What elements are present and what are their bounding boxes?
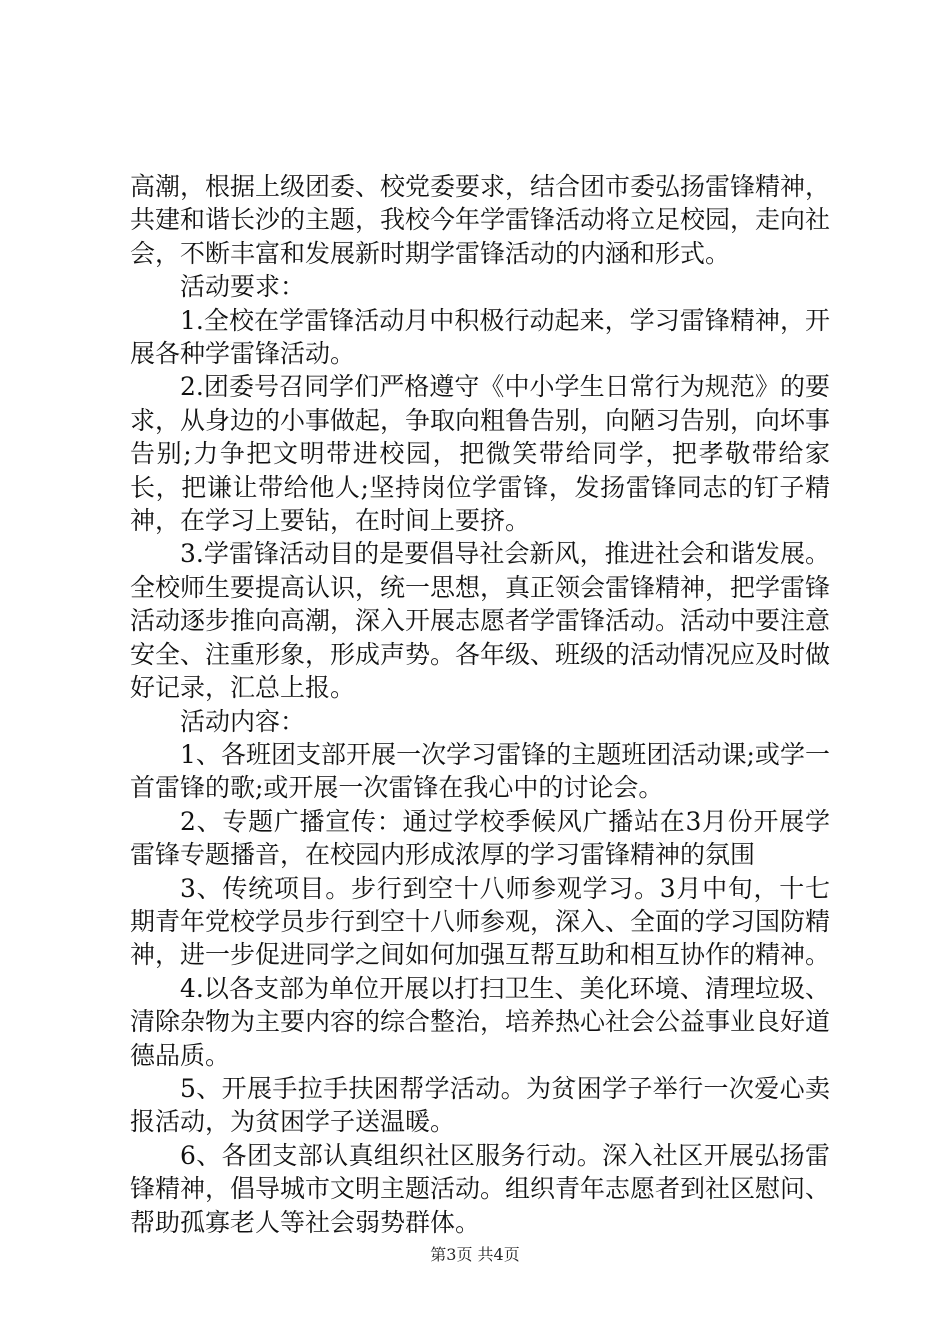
requirement-item-1: 1.全校在学雷锋活动月中积极行动起来，学习雷锋精神，开展各种学雷锋活动。 <box>130 305 830 369</box>
content-item-6: 6、各团支部认真组织社区服务行动。深入社区开展弘扬雷锋精神，倡导城市文明主题活动。组织青年志愿者到社区慰问、帮助孤寡老人等社会弱势群体。 <box>130 1140 831 1237</box>
requirement-item-3: 3.学雷锋活动目的是要倡导社会新风，推进社会和谐发展。全校师生要提高认识，统一思想，真正领会雷锋精神，把学雷锋活动逐步推向高潮，深入开展志愿者学雷锋活动。活动中要注意安全、注重形象，形成声势。各年级、班级的活动情况应及时做好记录，汇总上报。 <box>130 539 831 703</box>
content-item-5: 5、开展手拉手扶困帮学活动。为贫困学子举行一次爱心卖报活动，为贫困学子送温暖。 <box>130 1073 830 1137</box>
page-footer: 第3页 共4页 <box>430 1245 520 1264</box>
document-body <box>130 170 830 1239</box>
content-item-1: 1、各班团支部开展一次学习雷锋的主题班团活动课;或学一首雷锋的歌;或开展一次雷锋在我心中的讨论会。 <box>130 739 830 803</box>
paragraph-continuation: 高潮，根据上级团委、校党委要求，结合团市委弘扬雷锋精神，共建和谐长沙的主题，我校今年学雷锋活动将立足校园，走向社会，不断丰富和发展新时期学雷锋活动的内涵和形式。 <box>130 172 831 268</box>
section-heading-contents: 活动内容： <box>180 706 306 736</box>
requirement-item-2: 2.团委号召同学们严格遵守《中小学生日常行为规范》的要求，从身边的小事做起，争取向粗鲁告别，向陋习告别，向坏事告别;力争把文明带进校园，把微笑带给同学，把孝敬带给家长，把谦让带给他人;坚持岗位学雷锋，发扬雷锋同志的钉子精神，在学习上要钻，在时间上要挤。 <box>130 372 831 536</box>
content-item-2: 2、专题广播宣传：通过学校季候风广播站在3月份开展学雷锋专题播音，在校园内形成浓厚的学习雷锋精神的氛围 <box>130 806 830 870</box>
section-heading-requirements: 活动要求： <box>180 272 306 302</box>
content-item-3: 3、传统项目。步行到空十八师参观学习。3月中旬，十七期青年党校学员步行到空十八师参观，深入、全面的学习国防精神，进一步促进同学之间如何加强互帮互助和相互协作的精神。 <box>130 873 831 970</box>
content-item-4: 4.以各支部为单位开展以打扫卫生、美化环境、清理垃圾、清除杂物为主要内容的综合整治，培养热心社会公益事业良好道德品质。 <box>130 973 831 1070</box>
